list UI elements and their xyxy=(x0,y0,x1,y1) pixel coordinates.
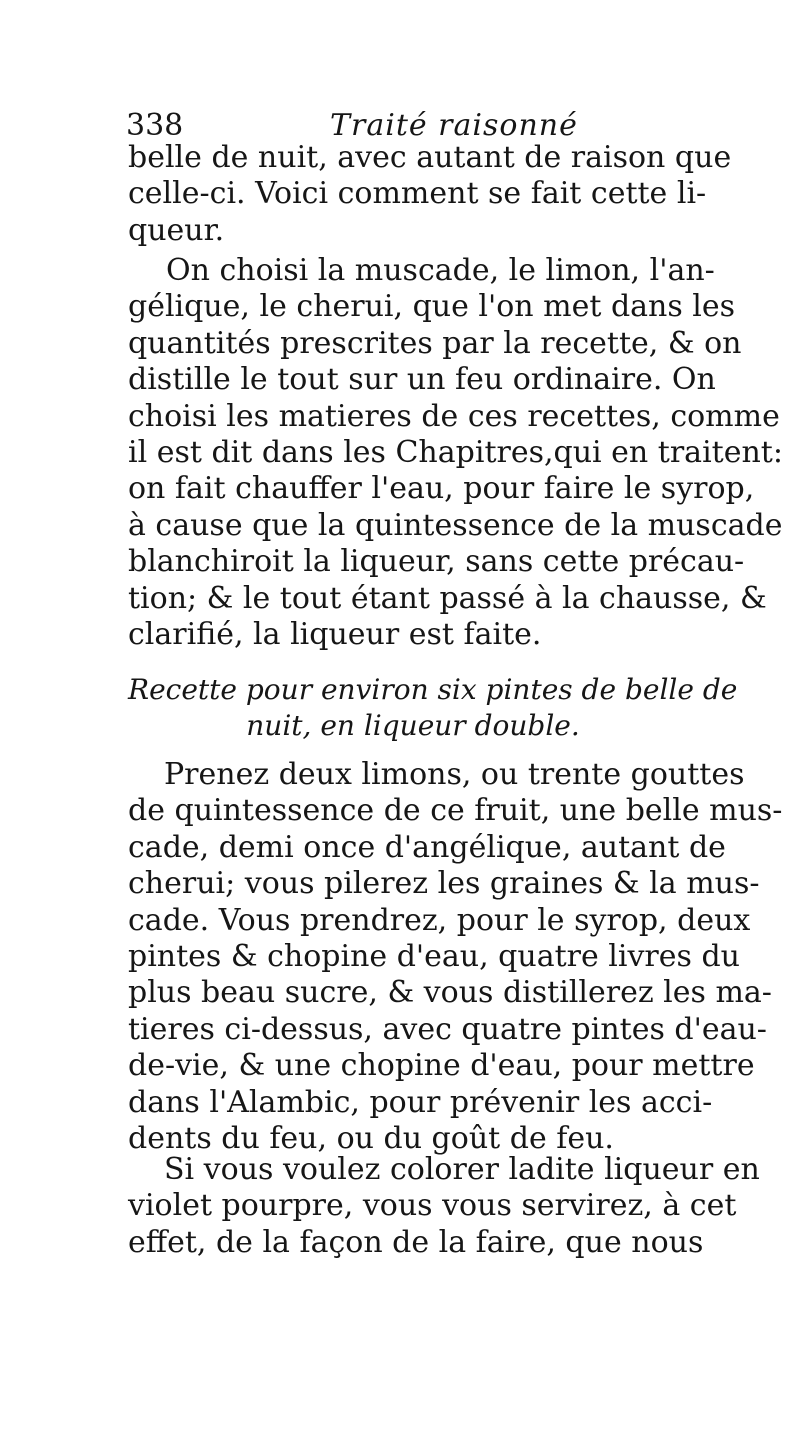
paragraph-method xyxy=(128,253,783,653)
text-line: dents du feu, ou du goût de feu. xyxy=(128,1120,614,1156)
heading-line: nuit, en liqueur double. xyxy=(246,709,580,742)
text-line: choisi les matieres de ces recettes, comme xyxy=(128,398,780,434)
text-line: Si vous voulez colorer ladite liqueur en xyxy=(164,1152,760,1187)
text-line: plus beau sucre, & vous distillerez les ma- xyxy=(128,975,772,1011)
paragraph-continuation xyxy=(128,140,732,249)
text-line: pintes & chopine d'eau, quatre livres du xyxy=(128,938,740,974)
recipe-paragraph xyxy=(128,757,783,1157)
text-line: violet pourpre, vous vous servirez, à cet xyxy=(128,1188,737,1224)
text-line: effet, de la façon de la faire, que nous xyxy=(128,1224,704,1260)
text-line: de quintessence de ce fruit, une belle mus- xyxy=(128,793,783,829)
heading-line: Recette pour environ six pintes de belle de xyxy=(128,673,738,706)
text-line: tion; & le tout étant passé à la chausse, & xyxy=(128,580,767,616)
text-line: tieres ci-dessus, avec quatre pintes d'eau- xyxy=(128,1011,767,1047)
text-line: dans l'Alambic, pour prévenir les acci- xyxy=(128,1084,713,1120)
text-line: clarifié, la liqueur est faite. xyxy=(128,616,542,652)
text-line: à cause que la quintessence de la muscade xyxy=(128,507,783,543)
text-line: on fait chauffer l'eau, pour faire le syrop, xyxy=(128,471,755,507)
running-title: Traité raisonné xyxy=(330,108,578,143)
text-line: de-vie, & une chopine d'eau, pour mettre xyxy=(128,1048,755,1084)
text-line: distille le tout sur un feu ordinaire. On xyxy=(128,362,716,398)
text-line: il est dit dans les Chapitres,qui en traitent: xyxy=(128,434,783,470)
text-line: celle-ci. Voici comment se fait cette li- xyxy=(128,176,707,212)
text-line: belle de nuit, avec autant de raison que xyxy=(128,140,732,175)
text-line: gélique, le cherui, que l'on met dans les xyxy=(128,289,736,325)
coloring-paragraph xyxy=(128,1152,760,1261)
text-line: quantités prescrites par la recette, & on xyxy=(128,325,742,361)
page-number: 338 xyxy=(126,108,184,143)
recipe-heading xyxy=(128,672,738,744)
text-line: cherui; vous pilerez les graines & la mus- xyxy=(128,866,760,902)
text-line: cade. Vous prendrez, pour le syrop, deux xyxy=(128,902,751,938)
text-line: queur. xyxy=(128,212,225,248)
text-line: Prenez deux limons, ou trente gouttes xyxy=(164,757,745,792)
text-line: cade, demi once d'angélique, autant de xyxy=(128,829,726,865)
text-line: blanchiroit la liqueur, sans cette précau- xyxy=(128,544,745,580)
text-line: On choisi la muscade, le limon, l'an- xyxy=(166,253,715,288)
